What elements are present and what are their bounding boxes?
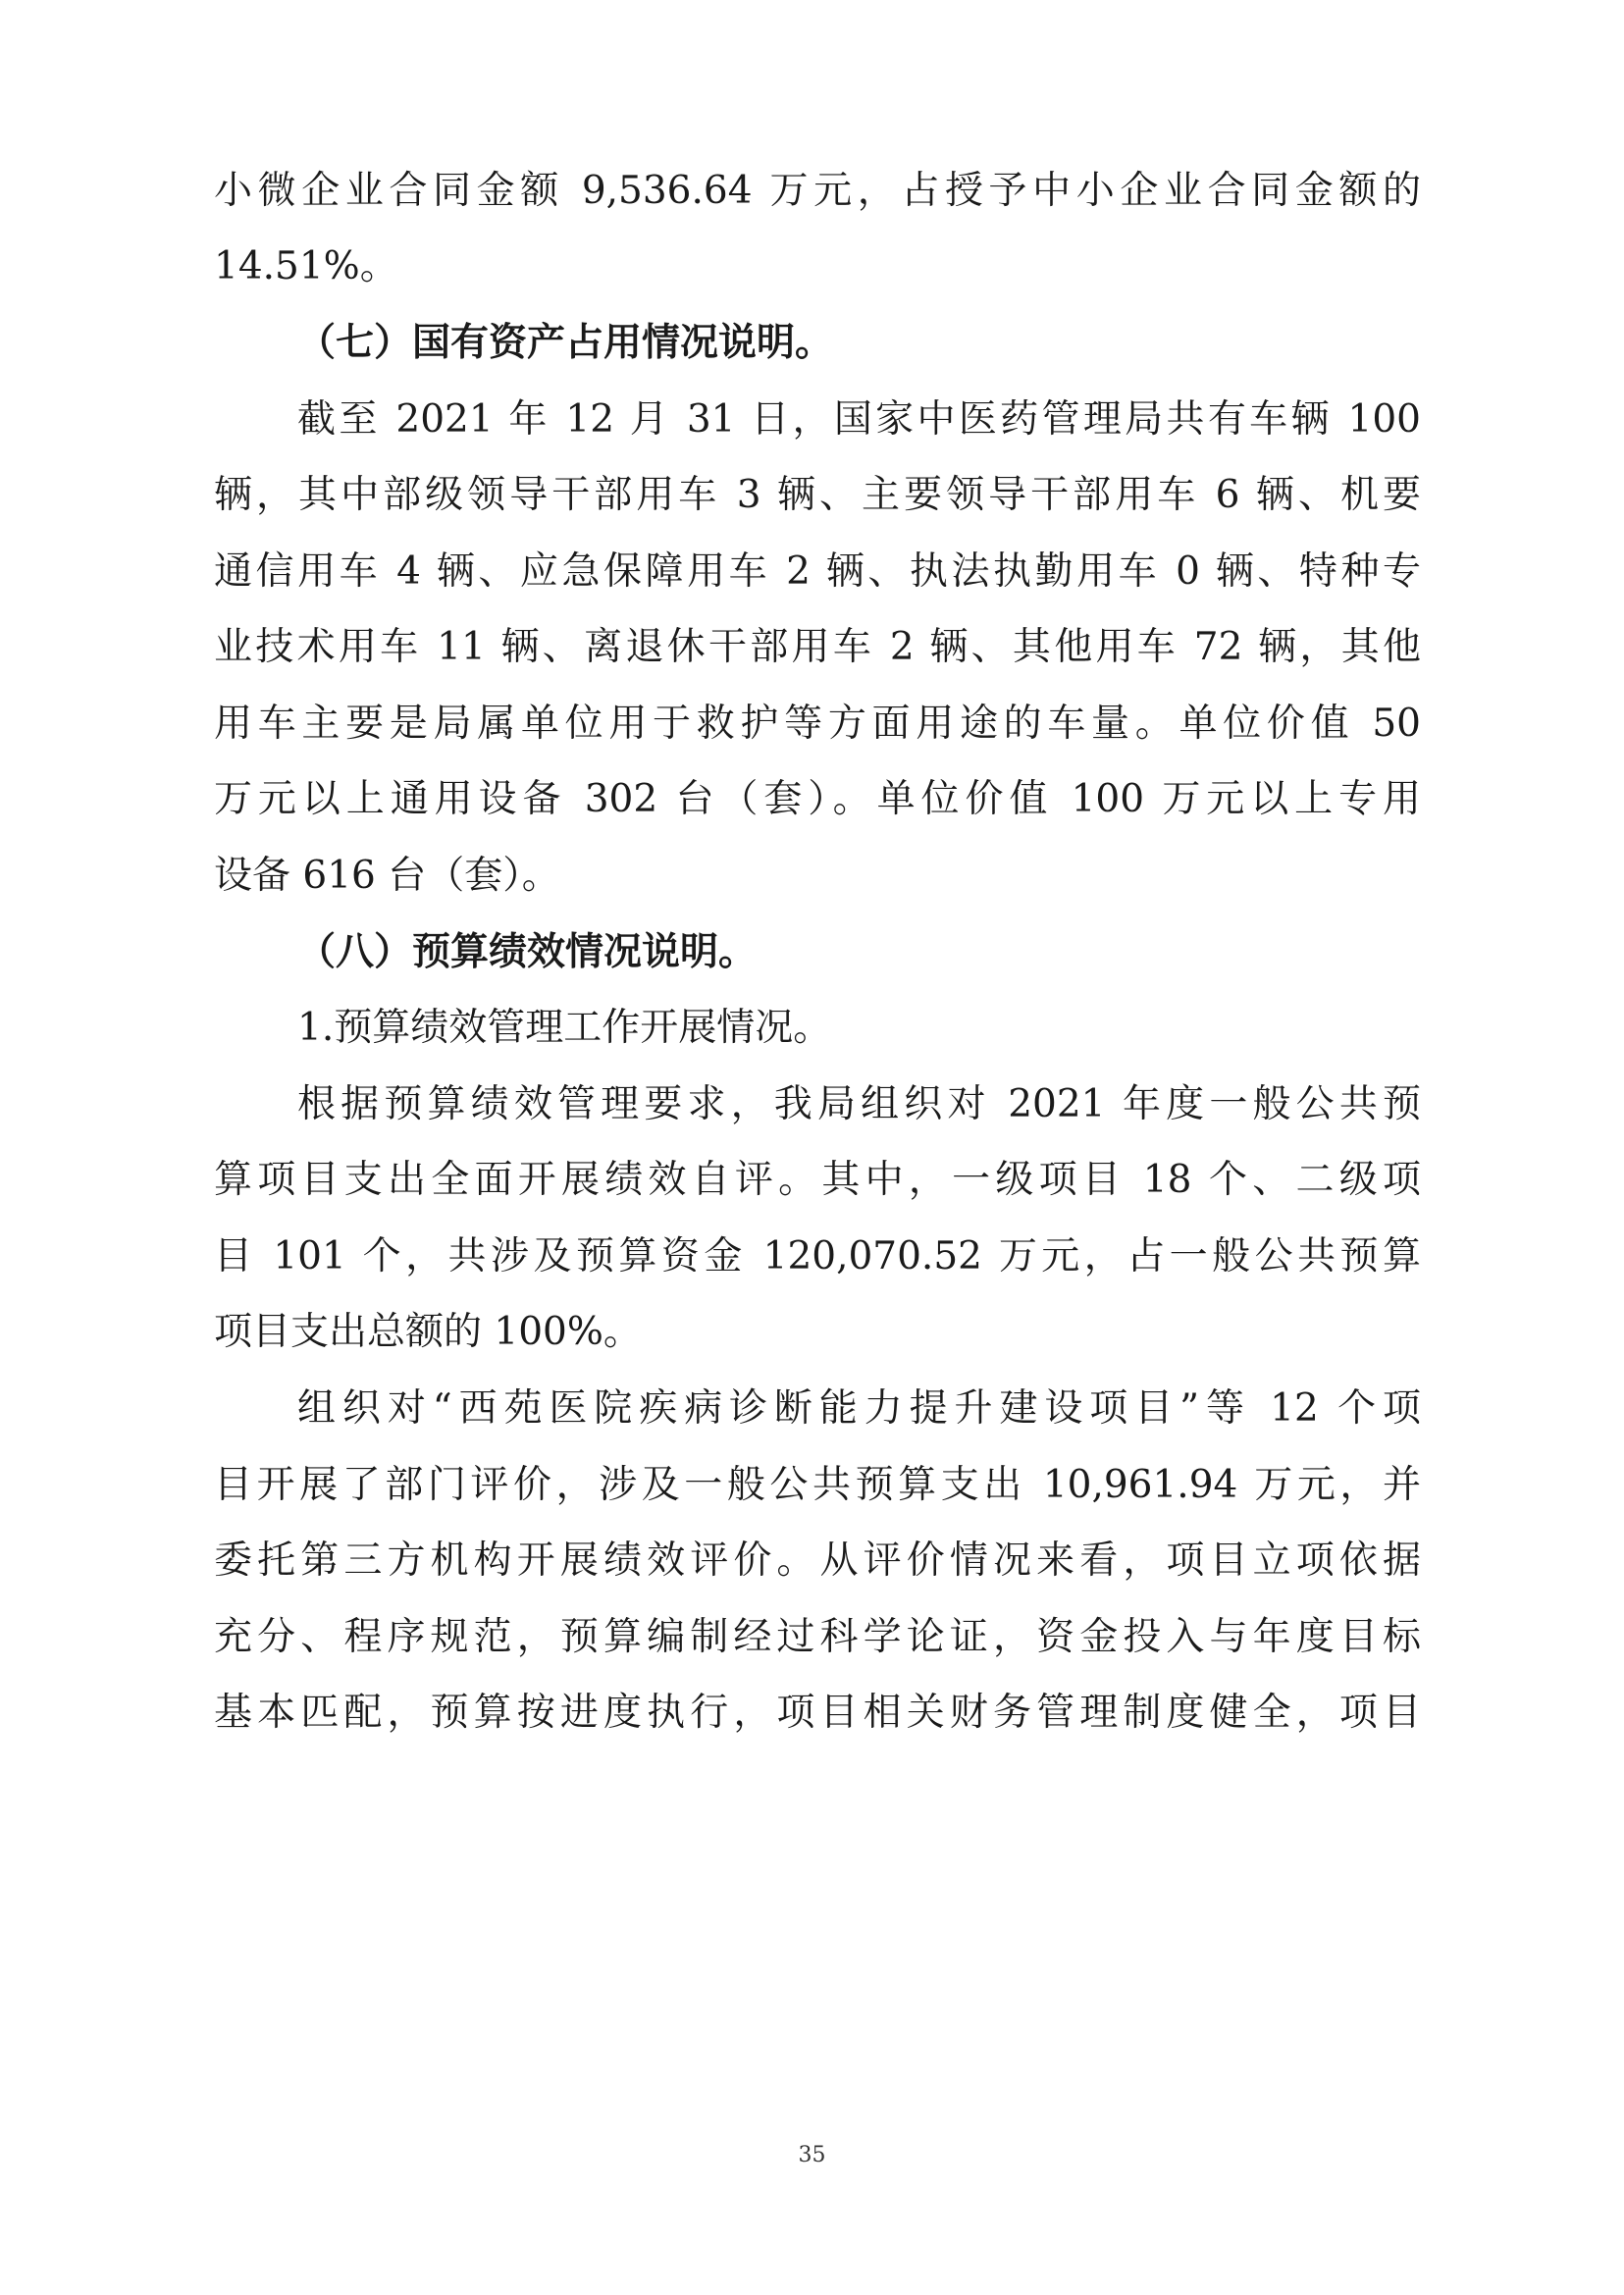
- body-text-line: 小微企业合同金额 9,536.64 万元，占授予中小企业合同金额的: [214, 169, 1421, 213]
- body-text-line: 用车主要是局属单位用于救护等方面用途的车量。单位价值 50: [214, 702, 1421, 746]
- section-heading-7: （七）国有资产占用情况说明。: [297, 321, 834, 365]
- body-text-line: 目 101 个，共涉及预算资金 120,070.52 万元，占一般公共预算: [214, 1234, 1421, 1278]
- body-text-line: 根据预算绩效管理要求，我局组织对 2021 年度一般公共预: [297, 1082, 1421, 1126]
- subsection-heading: 1.预算绩效管理工作开展情况。: [297, 1006, 832, 1050]
- body-text-line: 算项目支出全面开展绩效自评。其中，一级项目 18 个、二级项: [214, 1158, 1421, 1202]
- body-text-line: 基本匹配，预算按进度执行，项目相关财务管理制度健全，项目: [214, 1691, 1421, 1735]
- body-text-line: 项目支出总额的 100%。: [214, 1310, 642, 1354]
- section-heading-8: （八）预算绩效情况说明。: [297, 930, 758, 974]
- body-text-line: 委托第三方机构开展绩效评价。从评价情况来看，项目立项依据: [214, 1539, 1421, 1583]
- body-text-line: 组织对“西苑医院疾病诊断能力提升建设项目”等 12 个项: [297, 1386, 1421, 1431]
- body-text-line: 充分、程序规范，预算编制经过科学论证，资金投入与年度目标: [214, 1615, 1421, 1659]
- body-text-line: 截至 2021 年 12 月 31 日，国家中医药管理局共有车辆 100: [297, 397, 1421, 442]
- body-text-line: 目开展了部门评价，涉及一般公共预算支出 10,961.94 万元，并: [214, 1463, 1421, 1507]
- body-text-line: 万元以上通用设备 302 台（套）。单位价值 100 万元以上专用: [214, 777, 1421, 821]
- body-text-line: 设备 616 台（套）。: [214, 854, 560, 898]
- body-text-line: 通信用车 4 辆、应急保障用车 2 辆、执法执勤用车 0 辆、特种专: [214, 549, 1421, 594]
- page-number: 35: [798, 2143, 826, 2167]
- body-text-line: 14.51%。: [214, 244, 398, 288]
- body-text-line: 业技术用车 11 辆、离退休干部用车 2 辆、其他用车 72 辆，其他: [214, 625, 1421, 669]
- body-text-line: 辆，其中部级领导干部用车 3 辆、主要领导干部用车 6 辆、机要: [214, 473, 1421, 517]
